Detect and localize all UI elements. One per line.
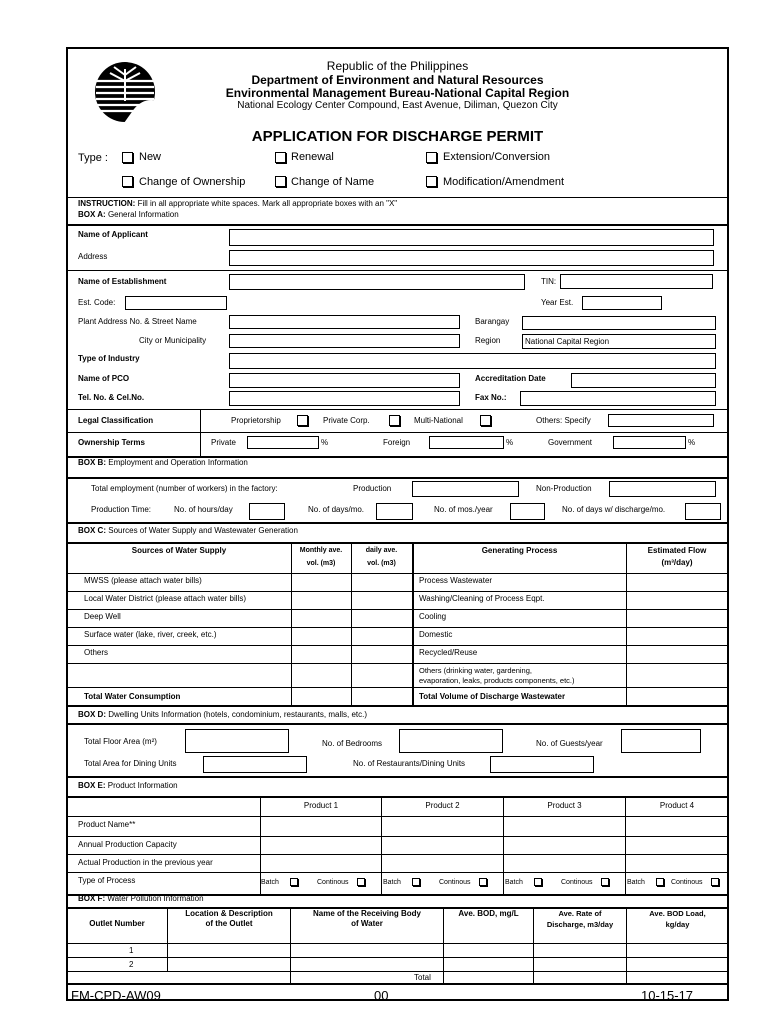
divider [381,797,382,895]
source-deep-well: Deep Well [84,612,121,621]
process-others-1: Others (drinking water, gardening, [419,666,532,675]
process-recycled: Recycled/Reuse [419,648,478,657]
p1-batch-checkbox[interactable] [290,878,298,886]
divider [67,197,728,198]
restaurants-field[interactable] [490,756,594,773]
col-receiving-header-1: Name of the Receiving Body [312,909,422,918]
plant-address-field[interactable] [229,315,460,329]
divider [626,543,627,706]
divider [67,409,728,410]
private-corp-checkbox[interactable] [389,415,400,426]
p2-continous-label: Continous [439,879,471,886]
divider [291,543,292,706]
divider [626,908,627,984]
divider [67,432,728,433]
p4-batch-checkbox[interactable] [656,878,664,886]
product-3-header: Product 3 [547,801,582,810]
year-est-field[interactable] [582,296,662,310]
private-corp-label: Private Corp. [323,416,370,425]
non-production-field[interactable] [609,481,716,497]
city-field[interactable] [229,334,460,348]
tel-field[interactable] [229,391,460,406]
divider [443,908,444,984]
name-of-applicant-field[interactable] [229,229,714,246]
tin-label: TIN: [541,277,557,286]
footer-date: 10-15-17 [641,988,694,1003]
divider [351,543,352,706]
days-discharge-label: No. of days w/ discharge/mo. [562,505,666,514]
divider [533,908,534,984]
instruction [78,200,397,208]
dining-area-label: Total Area for Dining Units [84,759,177,768]
p3-continous-checkbox[interactable] [601,878,609,886]
type-renewal-checkbox[interactable] [275,152,286,163]
days-discharge-field[interactable] [685,503,721,520]
box-e-label [78,782,178,790]
year-est-label: Year Est. [541,298,574,307]
instruction-text: Fill in all appropriate white spaces. Mark all appropriate boxes with an "X" [137,199,398,208]
box-d-label [78,711,367,719]
ownership-terms-label: Ownership Terms [78,438,145,447]
type-modification-checkbox[interactable] [426,176,437,187]
col-monthly-header-1: Monthly ave. [299,547,343,554]
type-extension-checkbox[interactable] [426,152,437,163]
header-bureau: Environmental Management Bureau-National Capital Region [225,86,570,100]
type-modification-label: Modification/Amendment [443,176,565,188]
box-e-title: Product Information [107,781,178,790]
denr-logo [94,61,160,123]
process-wastewater: Process Wastewater [419,576,493,585]
divider [67,573,728,574]
total-discharge: Total Volume of Discharge Wastewater [419,692,566,701]
divider [67,854,728,855]
instruction-label: INSTRUCTION: [78,199,136,208]
address-label: Address [78,252,108,261]
type-change-ownership-label: Change of Ownership [139,176,246,188]
divider [412,543,414,706]
foreign-percent-sign: % [506,438,514,447]
private-label: Private [211,438,236,447]
process-washing: Washing/Cleaning of Process Eqpt. [419,594,545,603]
divider [200,432,201,457]
divider [67,816,728,817]
process-domestic: Domestic [419,630,453,639]
government-percent-sign: % [688,438,696,447]
city-label: City or Municipality [139,336,207,345]
col-receiving-header-2: of Water [351,919,383,928]
box-c-label [78,527,298,535]
type-new-label: New [139,151,162,163]
dining-area-field[interactable] [203,756,307,773]
floor-area-field[interactable] [185,729,289,753]
proprietorship-label: Proprietorship [231,416,281,425]
total-label: Total [414,973,431,982]
tin-field[interactable] [560,274,713,289]
total-water-consumption: Total Water Consumption [84,692,181,701]
col-rate-header-1: Ave. Rate of [558,909,602,918]
bedrooms-field[interactable] [399,729,503,753]
tel-label: Tel. No. & Cel.No. [78,393,145,402]
name-of-establishment-field[interactable] [229,274,525,290]
product-4-header: Product 4 [659,801,695,810]
foreign-percent-field[interactable] [429,436,504,449]
guests-label: No. of Guests/year [536,739,603,748]
box-f-title: Water Pollution Information [107,894,204,903]
form-code: FM-CPD-AW09 [71,988,161,1003]
col-bod-header: Ave. BOD, mg/L [458,909,519,918]
annual-capacity-label: Annual Production Capacity [78,840,177,849]
product-1-header: Product 1 [303,801,339,810]
form-title: APPLICATION FOR DISCHARGE PERMIT [251,128,544,145]
header-address: National Ecology Center Compound, East Avenue, Diliman, Quezon City [237,100,558,111]
p3-batch-checkbox[interactable] [534,878,542,886]
divider [67,591,728,592]
name-of-pco-label: Name of PCO [78,374,130,383]
header-republic: Republic of the Philippines [326,59,469,73]
col-sources-header: Sources of Water Supply [131,546,227,555]
type-change-name-label: Change of Name [291,176,375,188]
p1-continous-label: Continous [317,879,349,886]
box-d-title: Dwelling Units Information (hotels, condominium, restaurants, malls, etc.) [108,710,367,719]
days-mo-field[interactable] [376,503,413,520]
divider [67,943,728,944]
divider [67,645,728,646]
product-name-label: Product Name** [78,820,136,829]
legal-classification-label: Legal Classification [78,416,154,425]
box-c-code: BOX C: [78,526,106,535]
p3-batch-label: Batch [505,879,523,886]
col-daily-header-2: vol. (m3) [367,560,396,567]
process-others-2: evaporation, leaks, products components, etc.) [419,676,575,685]
p1-continous-checkbox[interactable] [357,878,365,886]
header-department: Department of Environment and Natural Resources [251,73,544,87]
type-extension-label: Extension/Conversion [443,151,551,163]
p4-batch-label: Batch [627,879,645,886]
mos-year-label: No. of mos./year [434,505,493,514]
product-2-header: Product 2 [425,801,460,810]
type-change-name-checkbox[interactable] [275,176,286,187]
source-others: Others [84,648,109,657]
source-surface-water: Surface water (lake, river, creek, etc.) [84,630,217,639]
p2-batch-label: Batch [383,879,401,886]
box-e-code: BOX E: [78,781,106,790]
type-of-process-label: Type of Process [78,876,136,885]
production-field[interactable] [412,481,519,497]
revision: 00 [374,988,389,1003]
col-location-header-2: of the Outlet [205,919,253,928]
process-cooling: Cooling [419,612,447,621]
divider [503,797,504,895]
address-field[interactable] [229,250,714,266]
box-f-code: BOX F: [78,894,106,903]
col-rate-header-2: Discharge, m3/day [546,920,614,929]
box-d-code: BOX D: [78,710,106,719]
private-percent-field[interactable] [247,436,319,449]
government-percent-field[interactable] [613,436,686,449]
box-a-title: General Information [107,210,179,219]
type-label: Type : [78,152,108,164]
others-specify-label: Others: Specify [536,416,591,425]
p3-continous-label: Continous [561,879,593,886]
region-value: National Capital Region [525,337,610,346]
hours-day-field[interactable] [249,503,285,520]
proprietorship-checkbox[interactable] [297,415,308,426]
est-code-field[interactable] [125,296,227,310]
source-mwss: MWSS (please attach water bills) [84,576,202,585]
production-time-label: Production Time: [91,505,152,514]
type-of-industry-label: Type of Industry [78,354,140,363]
non-production-label: Non-Production [536,484,592,493]
production-label: Production [353,484,392,493]
divider [67,270,728,271]
col-load-header-1: Ave. BOD Load, [649,909,706,918]
type-of-industry-field[interactable] [229,353,716,369]
hours-day-label: No. of hours/day [174,505,233,514]
box-f-frame [66,907,729,985]
col-generating-header: Generating Process [481,546,558,555]
guests-field[interactable] [621,729,701,753]
name-of-pco-field[interactable] [229,373,460,388]
name-of-applicant-label: Name of Applicant [78,230,148,239]
others-specify-field[interactable] [608,414,714,427]
box-b-label [78,459,248,467]
box-a-label [78,211,179,219]
days-mo-label: No. of days/mo. [308,505,365,514]
government-label: Government [548,438,593,447]
outlet-1: 1 [129,946,134,955]
divider [67,836,728,837]
p2-continous-checkbox[interactable] [479,878,487,886]
accreditation-date-field[interactable] [571,373,716,388]
col-monthly-header-2: vol. (m3) [306,560,336,567]
actual-production-label: Actual Production in the previous year [78,858,213,867]
total-employment-label: Total employment (number of workers) in the factory: [91,484,278,493]
barangay-field[interactable] [522,316,716,330]
type-new-checkbox[interactable] [122,152,133,163]
multi-national-label: Multi-National [414,416,463,425]
divider [67,609,728,610]
box-c-title: Sources of Water Supply and Wastewater Generation [108,526,298,535]
fax-label: Fax No.: [475,393,507,402]
col-flow-header-1: Estimated Flow [647,546,707,555]
barangay-label: Barangay [475,317,510,326]
box-f-label [78,895,204,903]
type-renewal-label: Renewal [291,151,334,163]
p4-continous-checkbox[interactable] [711,878,719,886]
plant-address-label: Plant Address No. & Street Name [78,317,197,326]
region-label: Region [475,336,501,345]
divider [67,957,728,958]
divider [67,687,728,688]
box-a-top [67,224,728,226]
col-outlet-header: Outlet Number [89,919,145,928]
p2-batch-checkbox[interactable] [412,878,420,886]
divider [625,797,626,895]
p4-continous-label: Continous [671,879,703,886]
box-b-code: BOX B: [78,458,106,467]
foreign-label: Foreign [383,438,411,447]
bedrooms-label: No. of Bedrooms [322,739,383,748]
outlet-2: 2 [129,960,134,969]
multi-national-checkbox[interactable] [480,415,491,426]
col-load-header-2: kg/day [665,920,690,929]
divider [67,971,728,972]
divider [67,663,728,664]
floor-area-label [84,738,157,746]
accreditation-date-label: Accreditation Date [475,374,546,383]
divider [67,872,728,873]
private-percent-sign: % [321,438,329,447]
name-of-establishment-label: Name of Establishment [78,277,167,286]
source-local-district: Local Water District (please attach water bills) [84,594,246,603]
col-location-header-1: Location & Description [185,909,273,918]
divider [200,409,201,432]
floor-area-text: Total Floor Area (m²) [84,737,157,746]
est-code-label: Est. Code: [78,298,116,307]
fax-field[interactable] [520,391,716,406]
p1-batch-label: Batch [261,879,279,886]
box-a-code: BOX A: [78,210,106,219]
box-b-title: Employment and Operation Information [108,458,248,467]
col-daily-header-1: daily ave. [365,547,398,554]
type-change-ownership-checkbox[interactable] [122,176,133,187]
mos-year-field[interactable] [510,503,545,520]
col-flow-header-2: (m³/day) [661,558,693,567]
divider [67,627,728,628]
restaurants-label: No. of Restaurants/Dining Units [353,759,466,768]
